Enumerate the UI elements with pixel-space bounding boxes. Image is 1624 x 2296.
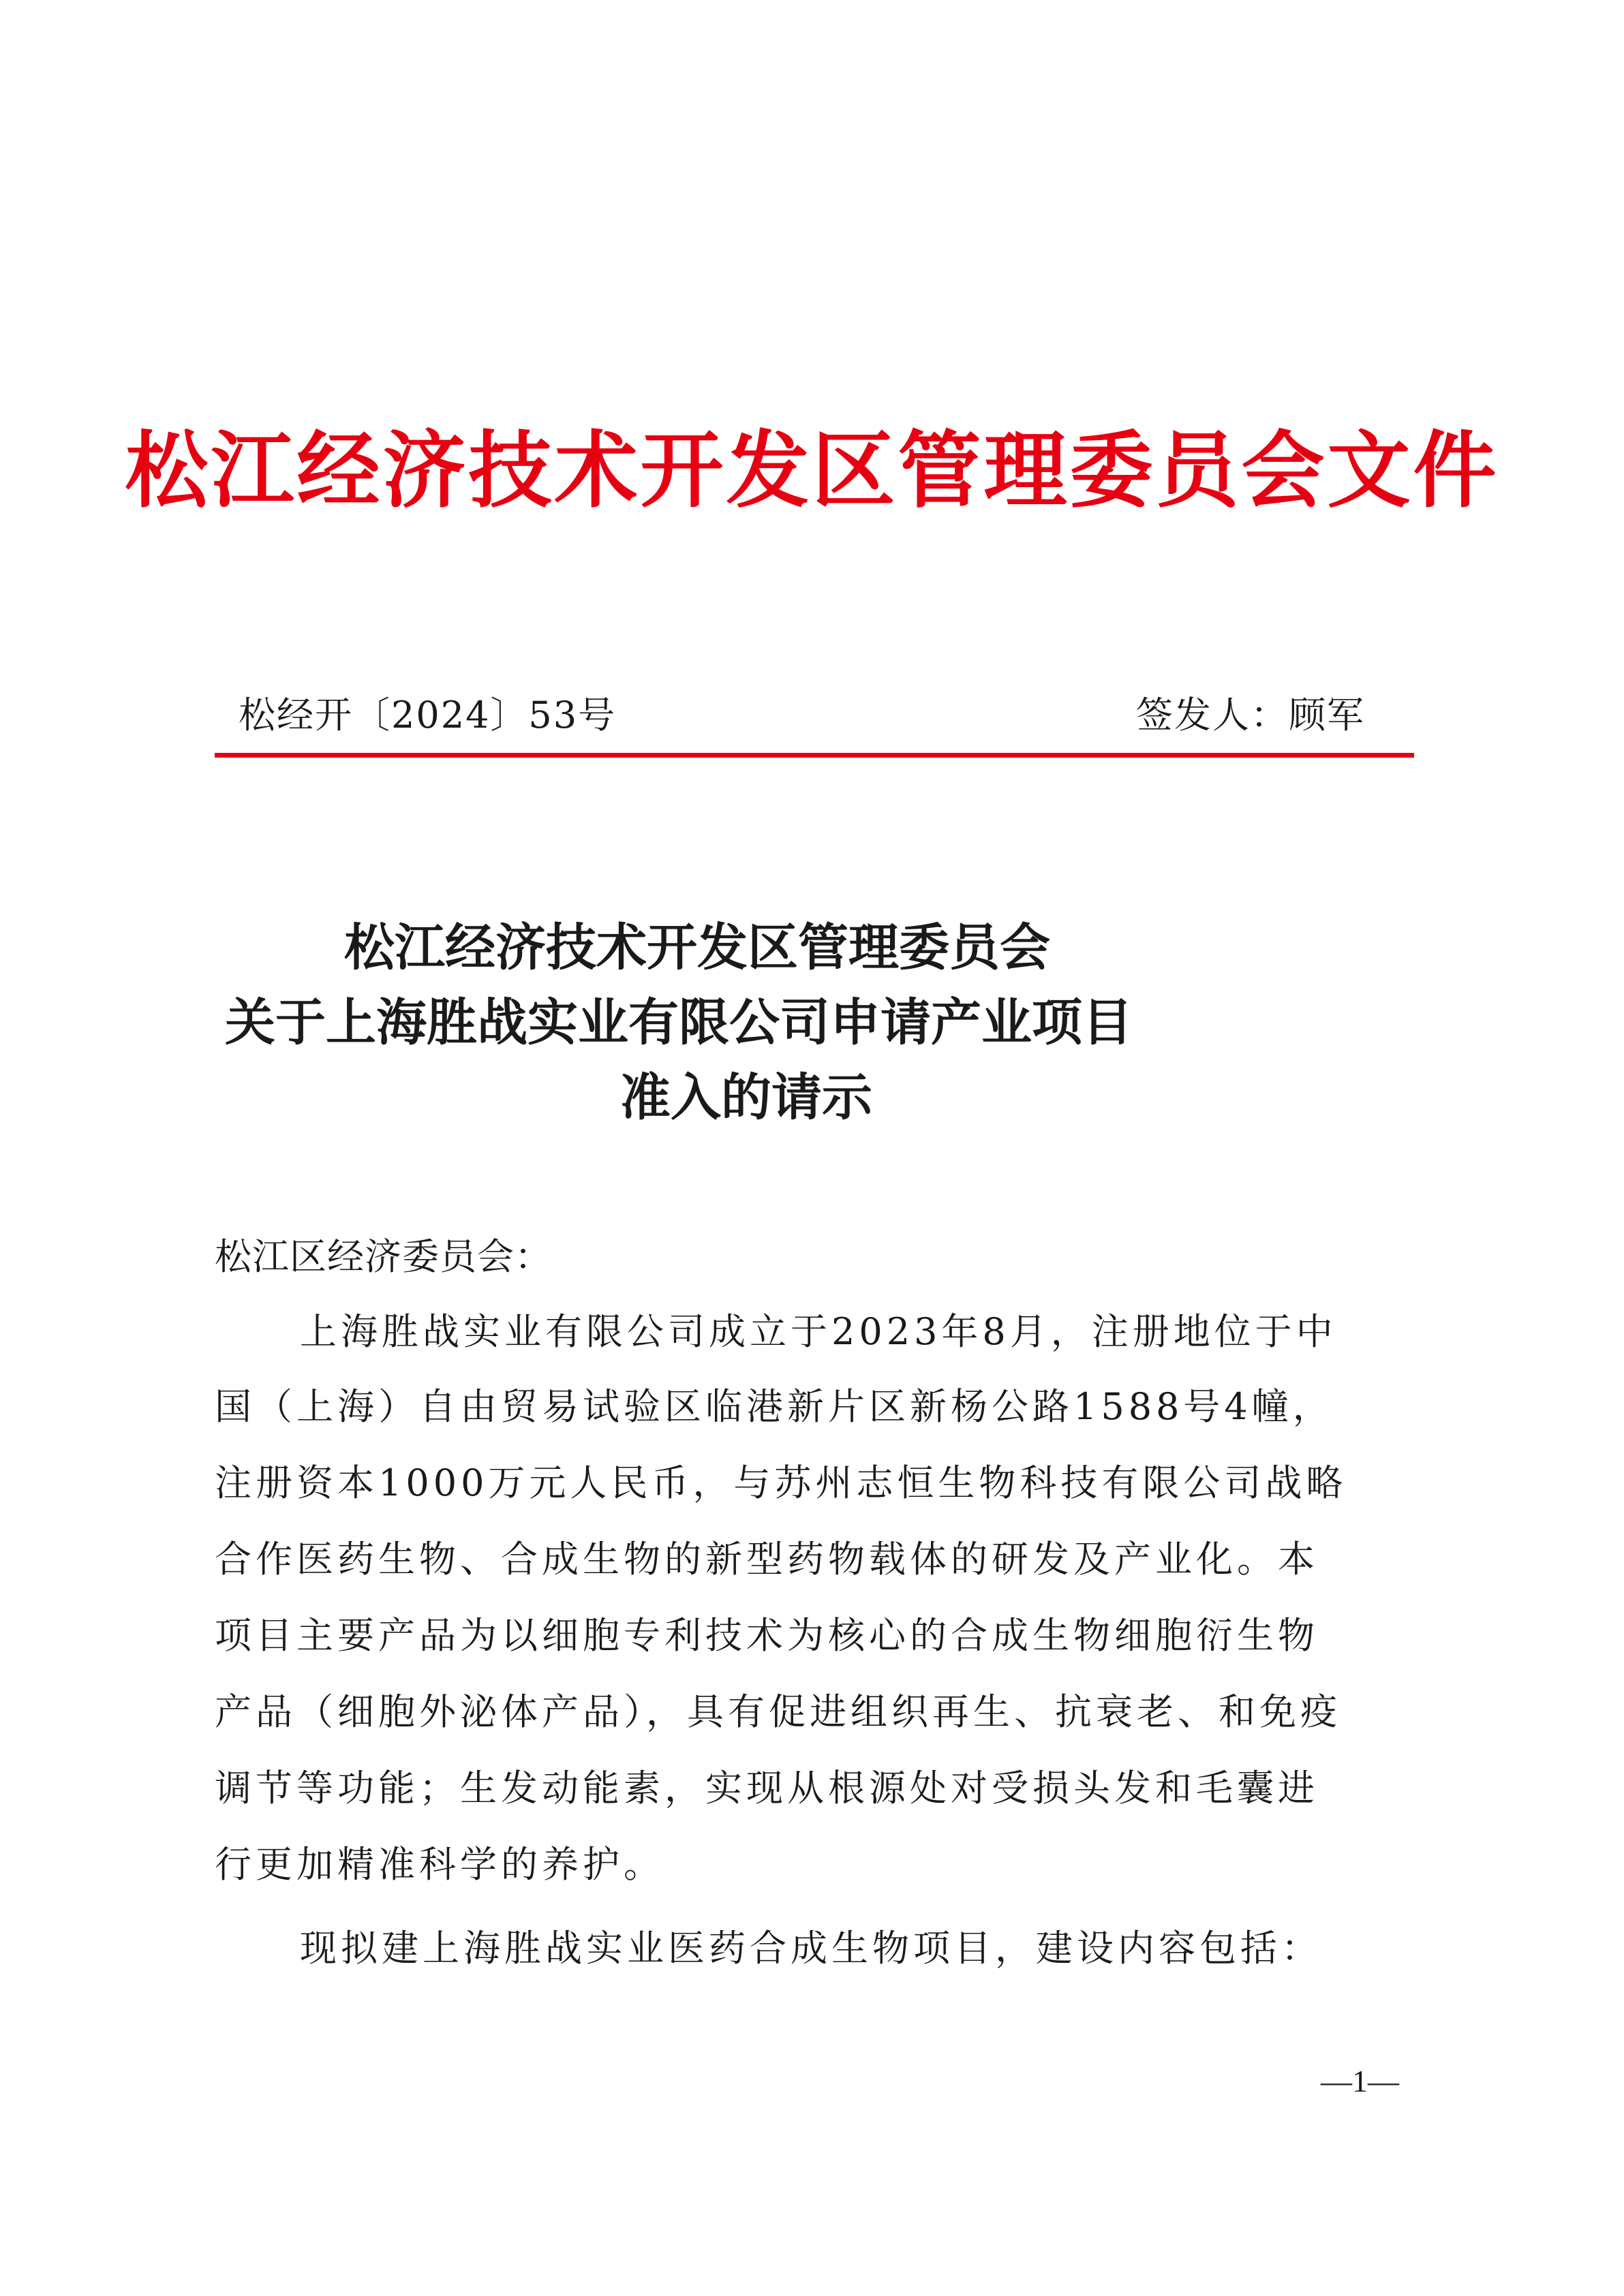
body-line: 项目主要产品为以细胞专利技术为核心的合成生物细胞衍生物 (215, 1614, 1319, 1657)
title-line-1: 松江经济技术开发区管理委员会 (344, 918, 1050, 977)
document-masthead: 松江经济技术开发区管理委员会文件 (125, 421, 1499, 519)
body-line: 上海胜战实业有限公司成立于2023年8月，注册地位于中 (300, 1310, 1337, 1353)
document-number: 松经开〔2024〕53号 (239, 694, 617, 736)
red-divider (215, 753, 1414, 758)
signer: 签发人：顾军 (1136, 694, 1365, 736)
body-line: 产品（细胞外泌体产品），具有促进组织再生、抗衰老、和免疫 (215, 1690, 1341, 1733)
body-line: 合作医药生物、合成生物的新型药物载体的研发及产业化。本 (215, 1538, 1319, 1581)
body-line: 行更加精准科学的养护。 (215, 1843, 664, 1886)
body-line: 注册资本1000万元人民币，与苏州志恒生物科技有限公司战略 (215, 1461, 1347, 1504)
title-line-3: 准入的请示 (620, 1068, 872, 1127)
body-line: 国（上海）自由贸易试验区临港新片区新杨公路1588号4幢， (215, 1385, 1334, 1428)
body-line: 调节等功能；生发动能素，实现从根源处对受损头发和毛囊进 (215, 1767, 1319, 1810)
page-number: —1— (1321, 2064, 1399, 2098)
body-line: 现拟建上海胜战实业医药合成生物项目，建设内容包括： (300, 1927, 1322, 1970)
title-line-2: 关于上海胜战实业有限公司申请产业项目 (225, 993, 1133, 1052)
recipient: 松江区经济委员会： (215, 1235, 552, 1278)
